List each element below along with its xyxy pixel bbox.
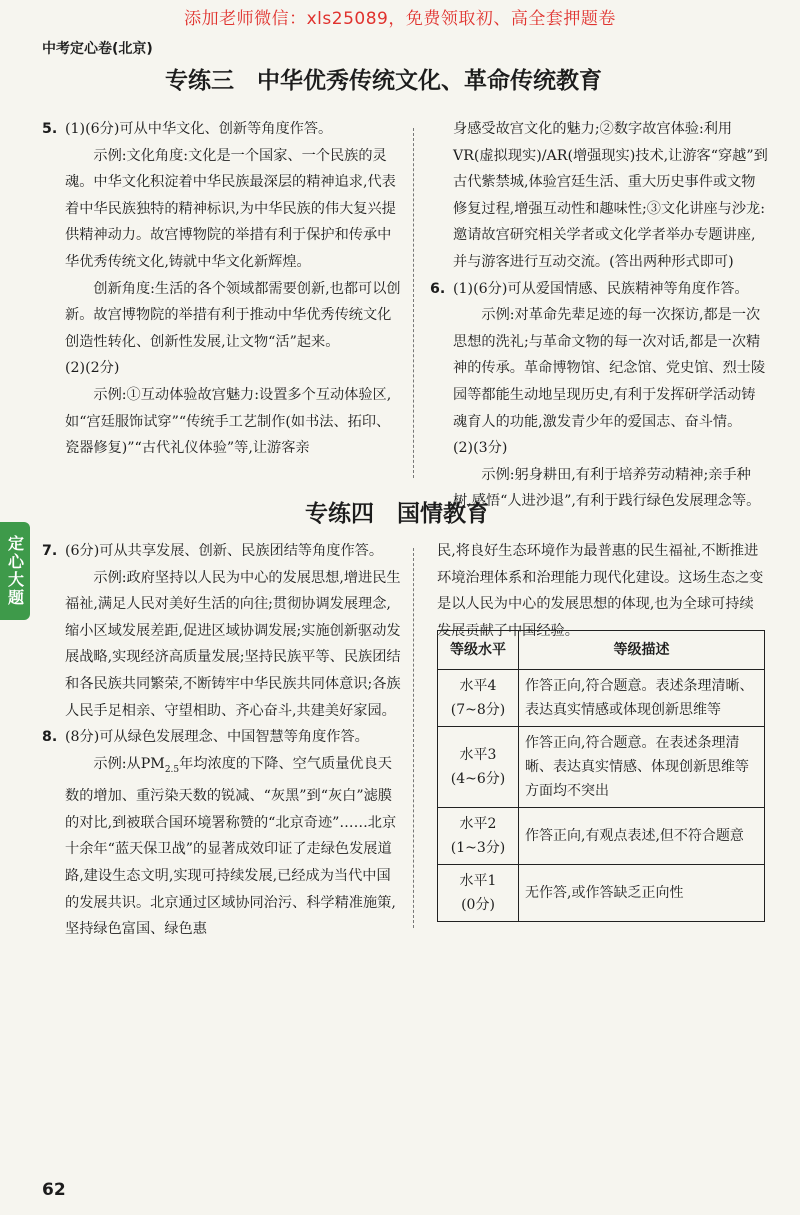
side-tab-label: 定心大题: [0, 522, 30, 620]
column-divider: [413, 128, 414, 478]
table-row: [438, 865, 765, 922]
question-5-number: 5.: [42, 121, 58, 137]
table-row: [438, 670, 765, 727]
question-8-number: 8.: [42, 729, 58, 746]
q5-part2-example-a: 示例:①互动体验故宫魅力:设置多个互动体验区,如“宫廷服饰试穿”“传统手工艺制作(如书法、拓印、瓷器修复)”“古代礼仪体验”等,让游客亲: [65, 386, 392, 457]
q6-part2-example: 示例:躬身耕田,有利于培养劳动精神;亲手种树,感悟“人进沙退”,有利于践行绿色发展理念等。: [453, 466, 761, 510]
section4-right-column: [437, 538, 767, 644]
grade-level: 水平2: [459, 816, 497, 832]
question-7-number: 7.: [42, 543, 58, 559]
column-divider-2: [413, 548, 414, 928]
grade-description: 作答正向,符合题意。表述条理清晰、表达真实情感或体现创新思维等: [519, 670, 765, 727]
grade-range: (7~8分): [450, 702, 506, 718]
q7-head: (6分)可从共享发展、创新、民族团结等角度作答。: [65, 543, 384, 559]
question-5: [42, 116, 402, 462]
section3-left-column: [42, 116, 402, 462]
header-description: 等级描述: [519, 631, 765, 670]
header-level: 等级水平: [438, 631, 519, 670]
grade-range: (4~6分): [450, 771, 506, 787]
section4-left-column: [42, 538, 402, 943]
grade-range: (0分): [461, 897, 495, 913]
question-7: [42, 538, 402, 724]
q8-example-post: 年均浓度的下降、空气质量优良天数的增加、重污染天数的锐减、“灰黑”到“灰白”滤膜的对比,到被联合国环境署称赞的“北京奇迹”……北京十余年“蓝天保卫战”的显著成效印证了走绿色发展道路,建设生态文明,实现可持续发展,已经成为当代中国的发展共识。北京通过区域协同治污、科学精准施策,坚持绿色富国、绿色惠: [65, 755, 397, 938]
grade-description: 作答正向,符合题意。在表述条理清晰、表达真实情感、体现创新思维等方面均不突出: [519, 727, 765, 808]
q8-example-pre: 示例:从PM: [93, 755, 165, 772]
grade-description: 无作答,或作答缺乏正向性: [519, 865, 765, 922]
grade-level-cell: [438, 865, 519, 922]
q5-part1-example-innovation: 创新角度:生活的各个领域都需要创新,也都可以创新。故宫博物院的举措有利于推动中华优秀传统文化创造性转化、创新性发展,让文物“活”起来。: [65, 280, 401, 350]
pm-subscript: 2.5: [164, 764, 180, 775]
grade-range: (1~3分): [450, 840, 506, 856]
q6-part1-example: 示例:对革命先辈足迹的每一次探访,都是一次思想的洗礼;与革命文物的每一次对话,都是一次精神的传承。革命博物馆、纪念馆、党史馆、烈士陵园等都能生动地呈现历史,有利于发挥研学活动铸魂育人的功能,激发青少年的爱国志、奋斗情。: [453, 307, 766, 430]
q6-part1-head: (1)(6分)可从爱国情感、民族精神等角度作答。: [453, 280, 749, 297]
grade-level: 水平4: [459, 678, 497, 694]
q8-example-continued: 民,将良好生态环境作为最普惠的民生福祉,不断推进环境治理体系和治理能力现代化建设。这场生态之变是以人民为中心的发展思想的体现,也为全球可持续发展贡献了中国经验。: [437, 543, 764, 639]
q5-part2-example-b: 身感受故宫文化的魅力;②数字故宫体验:利用VR(虚拟现实)/AR(增强现实)技术,让游客“穿越”到古代紫禁城,体验宫廷生活、重大历史事件或文物修复过程,增强互动性和趣味性;③文化讲座与沙龙:邀请故宫研究相关学者或文化学者举办专题讲座,并与游客进行互动交流。(答出两种形式即可): [453, 121, 768, 270]
grade-level-cell: [438, 727, 519, 808]
page-number: 62: [42, 1180, 66, 1200]
grade-level-cell: [438, 670, 519, 727]
q8-example: [65, 751, 402, 943]
question-6-number: 6.: [430, 280, 446, 297]
question-6: [430, 276, 768, 515]
q6-part2-head: (2)(3分): [453, 440, 508, 457]
q5-part1-head: (1)(6分)可从中华文化、创新等角度作答。: [65, 121, 333, 137]
grade-level: 水平1: [459, 873, 497, 889]
grade-description: 作答正向,有观点表述,但不符合题意: [519, 808, 765, 865]
grade-level: 水平3: [459, 747, 497, 763]
grade-table-header: [438, 631, 765, 670]
table-row: [438, 808, 765, 865]
grade-table: [437, 630, 765, 922]
q7-example: 示例:政府坚持以人民为中心的发展思想,增进民生福祉,满足人民对美好生活的向往;贯彻协调发展理念,缩小区域发展差距,促进区域协调发展;实施创新驱动发展战略,实现经济高质量发展;坚持民族平等、民族团结和各民族共同繁荣,不断铸牢中华民族共同体意识;各族人民手足相亲、守望相助、齐心奋斗,共建美好家园。: [65, 569, 401, 719]
section3-right-column: [430, 116, 768, 515]
series-header: 中考定心卷(北京): [42, 41, 153, 57]
q8-head: (8分)可从绿色发展理念、中国智慧等角度作答。: [65, 729, 369, 746]
question-8: [42, 724, 402, 943]
watermark-text: 添加老师微信：xls25089，免费领取初、高全套押题卷: [184, 9, 616, 29]
q5-part1-example-culture: 示例:文化角度:文化是一个国家、一个民族的灵魂。中华文化积淀着中华民族最深层的精神追求,代表着中华民族独特的精神标识,为中华民族的伟大复兴提供精神动力。故宫博物院的举措有利于保护和传承中华优秀传统文化,铸就中华文化新辉煌。: [65, 147, 396, 270]
q5-part2-head: (2)(2分): [65, 360, 120, 377]
grade-level-cell: [438, 808, 519, 865]
section4-title: 专练四 国情教育: [305, 501, 489, 527]
table-row: [438, 727, 765, 808]
section3-title: 专练三 中华优秀传统文化、革命传统教育: [165, 68, 602, 94]
